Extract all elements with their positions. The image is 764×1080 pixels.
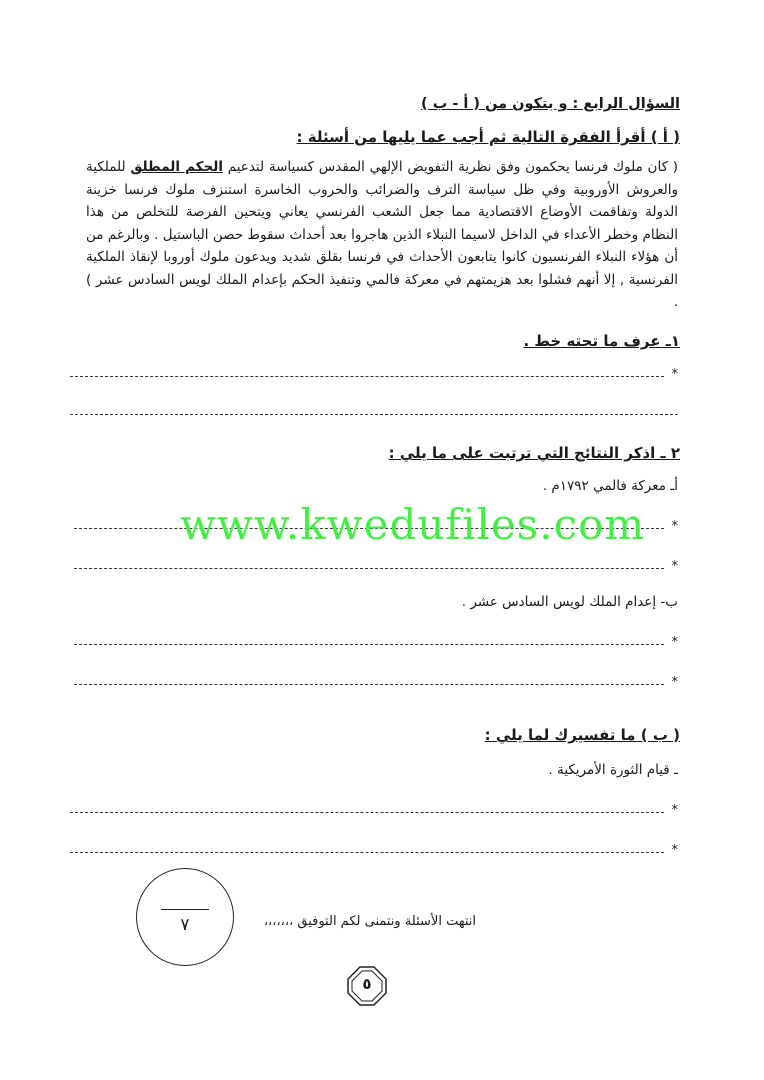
part-b-item: ـ قيام الثورة الأمريكية . <box>548 762 678 778</box>
answer-rule <box>70 852 664 853</box>
passage-text-end: للملكية والعروش الأوروبية وفي ظل سياسة الترف والضرائب والحروب الخاسرة استنزف ملوك فرنسا خزينة الدولة وتفاقمت الأوضاع الاقتصادية مما جعل الشعب الفرنسي يعاني ويتحين الفرصة للتخلص من هذا النظام وخطر الأعداء في الداخل لاسيما النبلاء الذين هاجروا بعد أحداث سقوط حصن الباستيل . وبالرغم من أن هؤلاء النبلاء الفرنسيون كانوا يتابعون الأحداث في فرنسا بقلق شديد ويدعون ملوك أوروبا لإنقاذ الملكية الفرنسية , إلا أنهم فشلوا بعد هزيمتهم في معركة فالمي وتنفيذ الحكم بإعدام الملك لويس السادس عشر ) . <box>86 159 678 310</box>
question-2b: ب- إعدام الملك لويس السادس عشر . <box>461 594 678 610</box>
answer-line[interactable] <box>74 672 678 688</box>
passage-paragraph <box>86 156 678 314</box>
answer-star: * <box>671 675 678 690</box>
answer-line[interactable] <box>70 840 678 856</box>
question-title: السؤال الرابع : و يتكون من ( أ - ب ) <box>421 96 680 112</box>
score-circle <box>136 868 234 966</box>
answer-rule <box>70 812 664 813</box>
answer-star: * <box>671 519 678 534</box>
answer-star: * <box>671 367 678 382</box>
answer-rule <box>70 414 678 415</box>
answer-rule <box>74 568 664 569</box>
answer-line[interactable] <box>70 402 678 418</box>
page-number: ٥ <box>362 975 372 993</box>
answer-star: * <box>671 559 678 574</box>
answer-rule <box>74 644 664 645</box>
answer-star: * <box>671 843 678 858</box>
answer-line[interactable] <box>70 800 678 816</box>
answer-star: * <box>671 635 678 650</box>
answer-star: * <box>671 803 678 818</box>
answer-line[interactable] <box>70 364 678 380</box>
question-2: ٢ ـ اذكر النتائج التي ترتبت على ما يلي : <box>388 444 680 462</box>
watermark: www.kwedufiles.com <box>180 500 646 549</box>
part-b-heading: ( ب ) ما تفسيرك لما يلي : <box>484 726 680 744</box>
answer-line[interactable] <box>74 632 678 648</box>
score-total: ٧ <box>180 915 190 935</box>
part-a-heading: ( أ ) أقرأ الفقرة التالية ثم أجب عما يليها من أسئلة : <box>296 128 680 146</box>
closing-note: انتهت الأسئلة ونتمنى لكم التوفيق ،،،،،،، <box>263 914 476 929</box>
question-1: ١ـ عرف ما تحته خط . <box>523 332 680 350</box>
answer-rule <box>70 376 664 377</box>
score-fraction-bar <box>161 909 209 910</box>
question-2a: أـ معركة فالمي ١٧٩٢م . <box>542 478 678 494</box>
page-number-badge <box>345 964 389 1008</box>
answer-line[interactable] <box>74 556 678 572</box>
passage-underlined-term: الحكم المطلق <box>130 159 223 175</box>
passage-text-start: ( كان ملوك فرنسا يحكمون وفق نظرية التفويض الإلهي المقدس كسياسة لتدعيم <box>222 159 679 175</box>
answer-rule <box>74 684 664 685</box>
